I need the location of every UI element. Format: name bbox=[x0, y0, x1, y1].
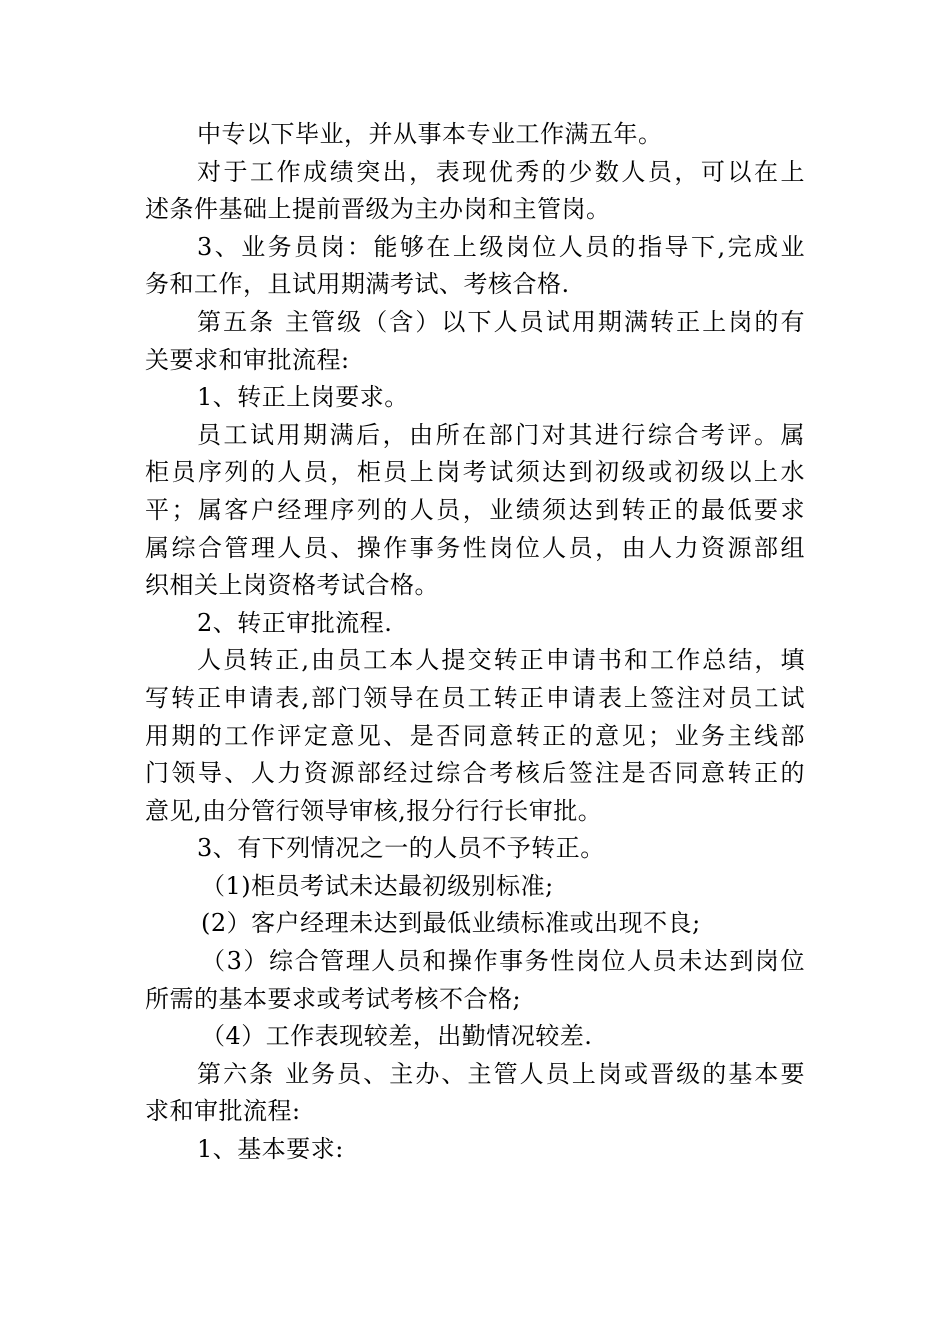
text-line: 门领导、人力资源部经过综合考核后签注是否同意转正的 bbox=[145, 759, 805, 788]
text-line: 述条件基础上提前晋级为主办岗和主管岗。 bbox=[145, 195, 611, 224]
text-line: 属综合管理人员、操作事务性岗位人员，由人力资源部组 bbox=[145, 533, 805, 562]
text-line: 员工试用期满后，由所在部门对其进行综合考评。属 bbox=[197, 420, 805, 449]
text-line: 务和工作，且试用期满考试、考核合格. bbox=[145, 270, 570, 299]
text-line: (2）客户经理未达到最低业绩标准或出现不良; bbox=[201, 909, 701, 938]
text-line: （4）工作表现较差，出勤情况较差. bbox=[201, 1022, 593, 1051]
text-line: （1)柜员考试未达最初级别标准; bbox=[201, 871, 554, 900]
text-line: 写转正申请表,部门领导在员工转正申请表上签注对员工试 bbox=[145, 683, 805, 712]
text-line: 第五条 主管级（含）以下人员试用期满转正上岗的有 bbox=[197, 307, 805, 336]
text-line: 3、有下列情况之一的人员不予转正。 bbox=[197, 834, 605, 863]
text-line: 求和审批流程: bbox=[145, 1097, 301, 1126]
text-line: 1、基本要求: bbox=[197, 1135, 344, 1164]
text-line: 2、转正审批流程. bbox=[197, 608, 393, 637]
text-line: 人员转正,由员工本人提交转正申请书和工作总结，填 bbox=[197, 646, 805, 675]
text-line: 所需的基本要求或考试考核不合格; bbox=[145, 984, 522, 1013]
text-line: 意见,由分管行领导审核,报分行行长审批。 bbox=[145, 796, 603, 825]
document-body bbox=[145, 116, 805, 1169]
text-line: 柜员序列的人员，柜员上岗考试须达到初级或初级以上水 bbox=[145, 458, 805, 487]
text-line: 用期的工作评定意见、是否同意转正的意见；业务主线部 bbox=[145, 721, 805, 750]
text-line: 1、转正上岗要求。 bbox=[197, 383, 409, 412]
text-line: 对于工作成绩突出，表现优秀的少数人员，可以在上 bbox=[197, 157, 805, 186]
text-line: （3）综合管理人员和操作事务性岗位人员未达到岗位 bbox=[201, 947, 805, 976]
text-line: 平；属客户经理序列的人员，业绩须达到转正的最低要求 bbox=[145, 495, 805, 524]
text-line: 关要求和审批流程: bbox=[145, 345, 350, 374]
text-line: 织相关上岗资格考试合格。 bbox=[145, 571, 439, 600]
text-line: 第六条 业务员、主办、主管人员上岗或晋级的基本要 bbox=[197, 1059, 805, 1088]
text-line: 中专以下毕业，并从事本专业工作满五年。 bbox=[197, 120, 663, 148]
text-line: 3、业务员岗：能够在上级岗位人员的指导下,完成业 bbox=[197, 232, 805, 261]
